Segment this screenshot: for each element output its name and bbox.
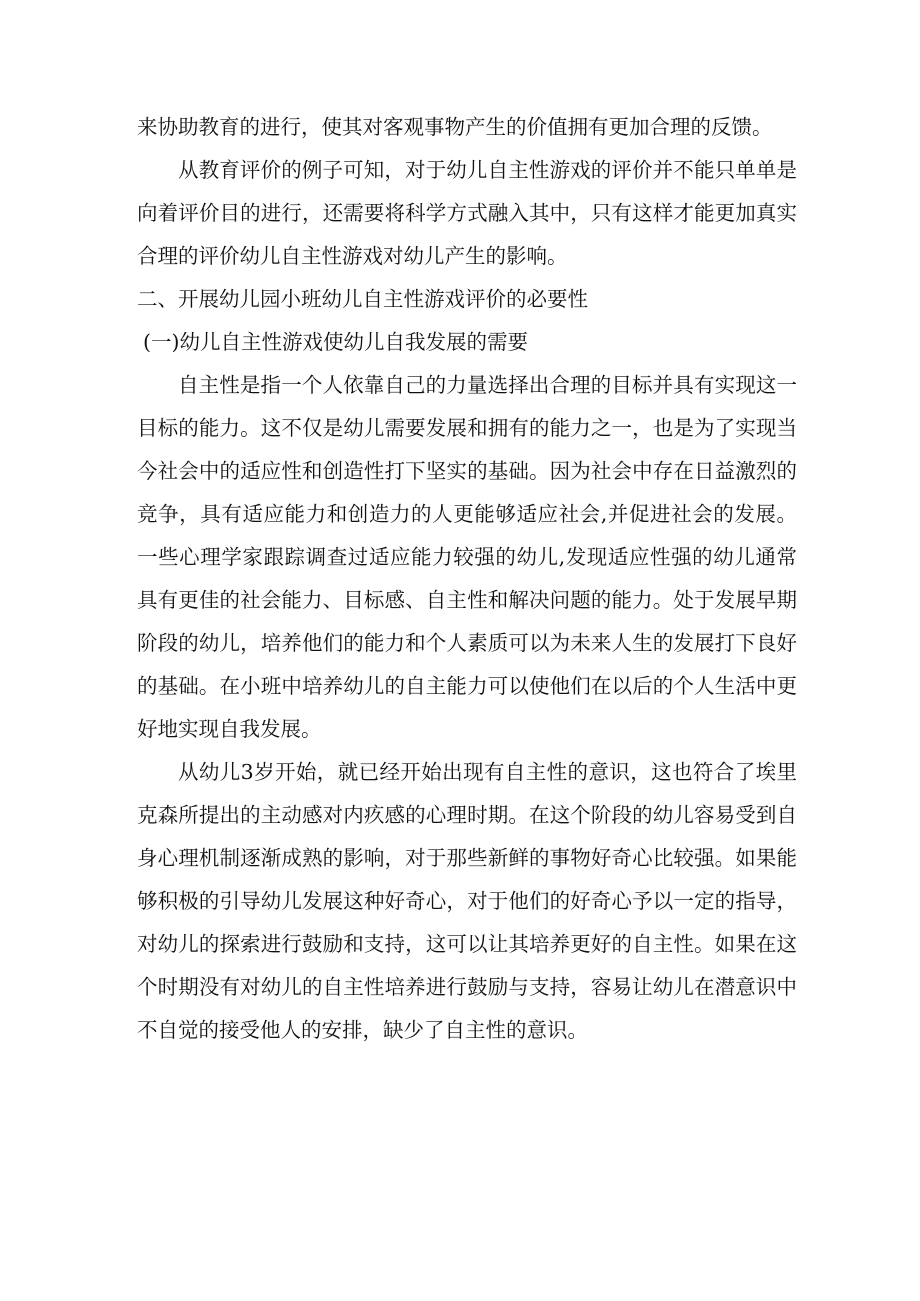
document-body bbox=[137, 106, 797, 1052]
section-heading: 二、开展幼儿园小班幼儿自主性游戏评价的必要性 bbox=[137, 287, 588, 311]
paragraph-continuation: 来协助教育的进行，使其对客观事物产生的价值拥有更加合理的反馈。 bbox=[137, 115, 773, 139]
paragraph-age-three: 从幼儿3岁开始，就已经开始出现有自主性的意识，这也符合了埃里克森所提出的主动感对内疚感的心理时期。在这个阶段的幼儿容易受到自身心理机制逐渐成熟的影响，对于那些新鲜的事物好奇心比较强。如果能够积极的引导幼儿发展这种好奇心，对于他们的好奇心予以一定的指导，对幼儿的探索进行鼓励和支持，这可以让其培养更好的自主性。如果在这个时期没有对幼儿的自主性培养进行鼓励与支持，容易让幼儿在潜意识中不自觉的接受他人的安排，缺少了自主性的意识。 bbox=[137, 760, 797, 1042]
subsection-heading: (一)幼儿自主性游戏使幼儿自我发展的需要 bbox=[143, 330, 528, 354]
paragraph-evaluation-example: 从教育评价的例子可知，对于幼儿自主性游戏的评价并不能只单单是向着评价目的进行，还需要将科学方式融入其中，只有这样才能更加真实合理的评价幼儿自主性游戏对幼儿产生的影响。 bbox=[137, 158, 797, 268]
paragraph-autonomy-definition: 自主性是指一个人依靠自己的力量选择出合理的目标并具有实现这一目标的能力。这不仅是幼儿需要发展和拥有的能力之一，也是为了实现当今社会中的适应性和创造性打下坚实的基础。因为社会中存在日益激烈的竞争，具有适应能力和创造力的人更能够适应社会,并促进社会的发展。一些心理学家跟踪调查过适应能力较强的幼儿,发现适应性强的幼儿通常具有更佳的社会能力、目标感、自主性和解决问题的能力。处于发展早期阶段的幼儿，培养他们的能力和个人素质可以为未来人生的发展打下良好的基础。在小班中培养幼儿的自主能力可以使他们在以后的个人生活中更好地实现自我发展。 bbox=[137, 373, 797, 741]
